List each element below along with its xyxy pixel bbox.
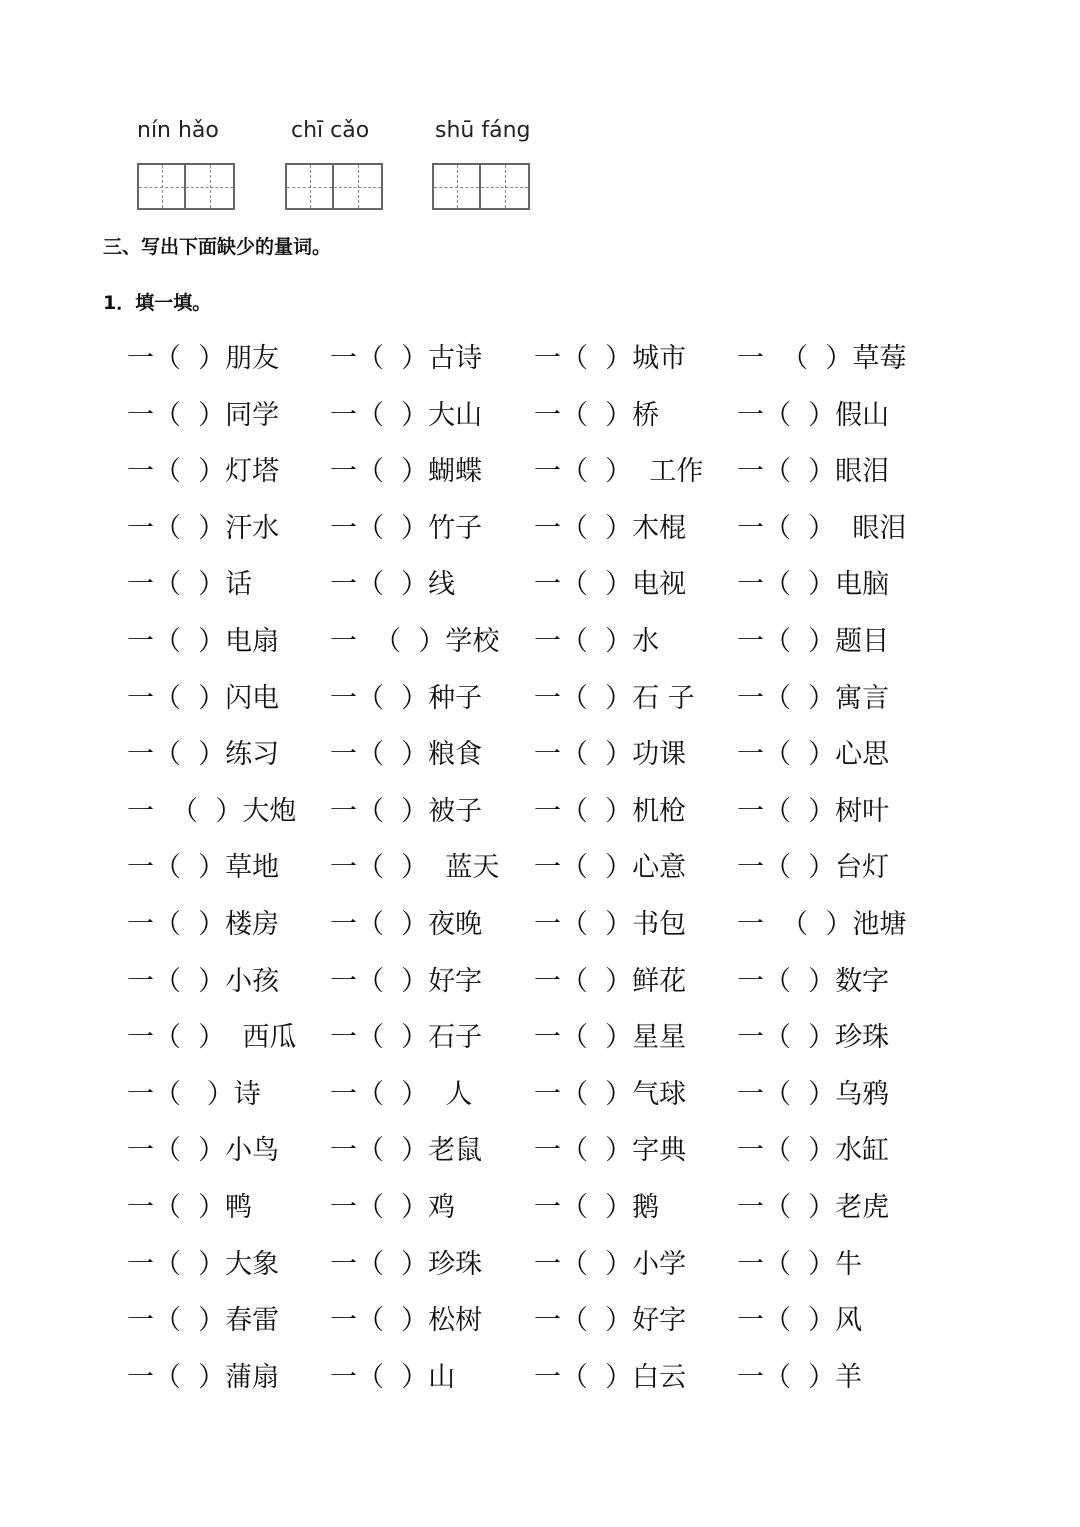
- measure-word-item[interactable]: 一 （ ）池塘: [737, 908, 907, 940]
- exercise-row: [0, 789, 1080, 846]
- measure-word-item[interactable]: 一（ ）心思: [737, 739, 890, 771]
- measure-word-item[interactable]: 一（ ）水: [534, 625, 660, 657]
- exercise-row: [0, 619, 1080, 676]
- measure-word-item[interactable]: 一（ ）竹子: [330, 512, 483, 544]
- measure-word-item[interactable]: 一（ ）小鸟: [127, 1135, 280, 1167]
- measure-word-item[interactable]: 一（ ）气球: [534, 1078, 687, 1110]
- measure-word-item[interactable]: 一 （ ）学校: [330, 625, 500, 657]
- measure-word-item[interactable]: 一（ ）牛: [737, 1248, 863, 1280]
- measure-word-item[interactable]: 一（ ）大象: [127, 1248, 280, 1280]
- exercise-row: [0, 902, 1080, 959]
- measure-word-item[interactable]: 一 （ ）大炮: [127, 795, 297, 827]
- measure-word-item[interactable]: 一（ ）好字: [534, 1305, 687, 1337]
- measure-word-item[interactable]: 一（ ）大山: [330, 399, 483, 431]
- measure-word-item[interactable]: 一（ ）老虎: [737, 1191, 890, 1223]
- measure-word-item[interactable]: 一（ ）电脑: [737, 569, 890, 601]
- measure-word-item[interactable]: 一（ ）书包: [534, 908, 687, 940]
- measure-word-item[interactable]: 一（ ）功课: [534, 739, 687, 771]
- measure-word-item[interactable]: 一（ ）同学: [127, 399, 280, 431]
- pinyin-writing-section: [0, 0, 1080, 230]
- measure-word-item[interactable]: 一（ ）桥: [534, 399, 660, 431]
- exercise-row: [0, 1242, 1080, 1299]
- measure-word-item[interactable]: 一（ ）种子: [330, 682, 483, 714]
- section-heading: 三、写出下面缺少的量词。: [103, 236, 332, 258]
- measure-word-item[interactable]: 一（ ） 人: [330, 1078, 473, 1110]
- exercise-row: [0, 506, 1080, 563]
- measure-word-item[interactable]: 一 （ ）草莓: [737, 343, 907, 374]
- measure-word-item[interactable]: 一（ ）心意: [534, 852, 687, 884]
- measure-word-exercise: [0, 336, 1080, 1411]
- measure-word-item[interactable]: 一（ ）蒲扇: [127, 1361, 280, 1393]
- measure-word-item[interactable]: 一（ ）粮食: [330, 739, 483, 771]
- writing-cell[interactable]: [137, 163, 186, 210]
- measure-word-item[interactable]: 一（ ）春雷: [127, 1305, 280, 1337]
- exercise-row: [0, 1355, 1080, 1412]
- exercise-row: [0, 449, 1080, 506]
- measure-word-item[interactable]: 一（ ）蝴蝶: [330, 456, 483, 488]
- measure-word-item[interactable]: 一（ ）话: [127, 569, 253, 601]
- writing-cell[interactable]: [432, 163, 481, 210]
- writing-cell[interactable]: [334, 163, 383, 210]
- measure-word-item[interactable]: 一（ ）山: [330, 1361, 456, 1393]
- measure-word-item[interactable]: 一（ ）草地: [127, 852, 280, 884]
- tianzige-grid[interactable]: [285, 163, 383, 210]
- measure-word-item[interactable]: 一（ ）树叶: [737, 795, 890, 827]
- measure-word-item[interactable]: 一（ ）机枪: [534, 795, 687, 827]
- measure-word-item[interactable]: 一（ ）寓言: [737, 682, 890, 714]
- measure-word-item[interactable]: 一（ ）线: [330, 569, 456, 601]
- measure-word-item[interactable]: 一（ ）诗: [127, 1078, 261, 1110]
- measure-word-item[interactable]: 一（ ）城市: [534, 343, 687, 374]
- measure-word-item[interactable]: 一（ ）乌鸦: [737, 1078, 890, 1110]
- measure-word-item[interactable]: 一（ ）珍珠: [330, 1248, 483, 1280]
- measure-word-item[interactable]: 一（ ）小学: [534, 1248, 687, 1280]
- tianzige-grid[interactable]: [137, 163, 235, 210]
- measure-word-item[interactable]: 一（ ）楼房: [127, 908, 280, 940]
- measure-word-item[interactable]: 一（ ）白云: [534, 1361, 687, 1393]
- measure-word-item[interactable]: 一（ ）木棍: [534, 512, 687, 544]
- measure-word-item[interactable]: 一（ ）被子: [330, 795, 483, 827]
- measure-word-item[interactable]: 一（ ）好字: [330, 965, 483, 997]
- pinyin-label: chī cǎo: [291, 118, 370, 143]
- measure-word-item[interactable]: 一（ ）电视: [534, 569, 687, 601]
- measure-word-item[interactable]: 一（ ）小孩: [127, 965, 280, 997]
- measure-word-item[interactable]: 一（ ）题目: [737, 625, 890, 657]
- measure-word-item[interactable]: 一（ ）假山: [737, 399, 890, 431]
- measure-word-item[interactable]: 一（ ）眼泪: [737, 456, 890, 488]
- measure-word-item[interactable]: 一（ ）鲜花: [534, 965, 687, 997]
- measure-word-item[interactable]: 一（ ）鸡: [330, 1191, 456, 1223]
- measure-word-item[interactable]: 一（ ）闪电: [127, 682, 280, 714]
- measure-word-item[interactable]: 一（ ）水缸: [737, 1135, 890, 1167]
- writing-cell[interactable]: [481, 163, 530, 210]
- measure-word-item[interactable]: 一（ ）石子: [330, 1022, 483, 1054]
- measure-word-item[interactable]: 一（ ）汗水: [127, 512, 280, 544]
- measure-word-item[interactable]: 一（ ）珍珠: [737, 1022, 890, 1054]
- measure-word-item[interactable]: 一（ ） 眼泪: [737, 512, 907, 544]
- measure-word-item[interactable]: 一（ ）朋友: [127, 343, 280, 374]
- exercise-heading: 1．填一填。: [103, 292, 212, 314]
- measure-word-item[interactable]: 一（ ）台灯: [737, 852, 890, 884]
- measure-word-item[interactable]: 一（ ） 西瓜: [127, 1022, 297, 1054]
- measure-word-item[interactable]: 一（ ） 蓝天: [330, 852, 500, 884]
- exercise-row: [0, 1015, 1080, 1072]
- measure-word-item[interactable]: 一（ ）古诗: [330, 343, 483, 374]
- measure-word-item[interactable]: 一（ ）老鼠: [330, 1135, 483, 1167]
- exercise-row: [0, 1128, 1080, 1185]
- measure-word-item[interactable]: 一（ ）练习: [127, 739, 280, 771]
- tianzige-grid[interactable]: [432, 163, 530, 210]
- pinyin-label: nín hǎo: [137, 118, 219, 143]
- measure-word-item[interactable]: 一（ ）字典: [534, 1135, 687, 1167]
- exercise-row: [0, 845, 1080, 902]
- exercise-row: [0, 732, 1080, 789]
- exercise-row: [0, 393, 1080, 450]
- exercise-row: [0, 1185, 1080, 1242]
- exercise-row: [0, 562, 1080, 619]
- measure-word-item[interactable]: 一（ ）星星: [534, 1022, 687, 1054]
- measure-word-item[interactable]: 一（ ）羊: [737, 1361, 863, 1393]
- measure-word-item[interactable]: 一（ ）鸭: [127, 1191, 253, 1223]
- measure-word-item[interactable]: 一（ ）电扇: [127, 625, 280, 657]
- measure-word-item[interactable]: 一（ ）石 子: [534, 682, 695, 714]
- exercise-row: [0, 1072, 1080, 1129]
- exercise-row: [0, 959, 1080, 1016]
- measure-word-item[interactable]: 一（ ）灯塔: [127, 456, 280, 488]
- measure-word-item[interactable]: 一（ ）数字: [737, 965, 890, 997]
- pinyin-label: shū fáng: [435, 118, 531, 143]
- exercise-row: [0, 1298, 1080, 1355]
- writing-cell[interactable]: [285, 163, 334, 210]
- exercise-row: [0, 676, 1080, 733]
- measure-word-item[interactable]: 一（ ）夜晚: [330, 908, 483, 940]
- measure-word-item[interactable]: 一（ ） 工作: [534, 456, 704, 488]
- measure-word-item[interactable]: 一（ ）鹅: [534, 1191, 660, 1223]
- exercise-row: [0, 336, 1080, 393]
- measure-word-item[interactable]: 一（ ）风: [737, 1305, 863, 1337]
- writing-cell[interactable]: [186, 163, 235, 210]
- measure-word-item[interactable]: 一（ ）松树: [330, 1305, 483, 1337]
